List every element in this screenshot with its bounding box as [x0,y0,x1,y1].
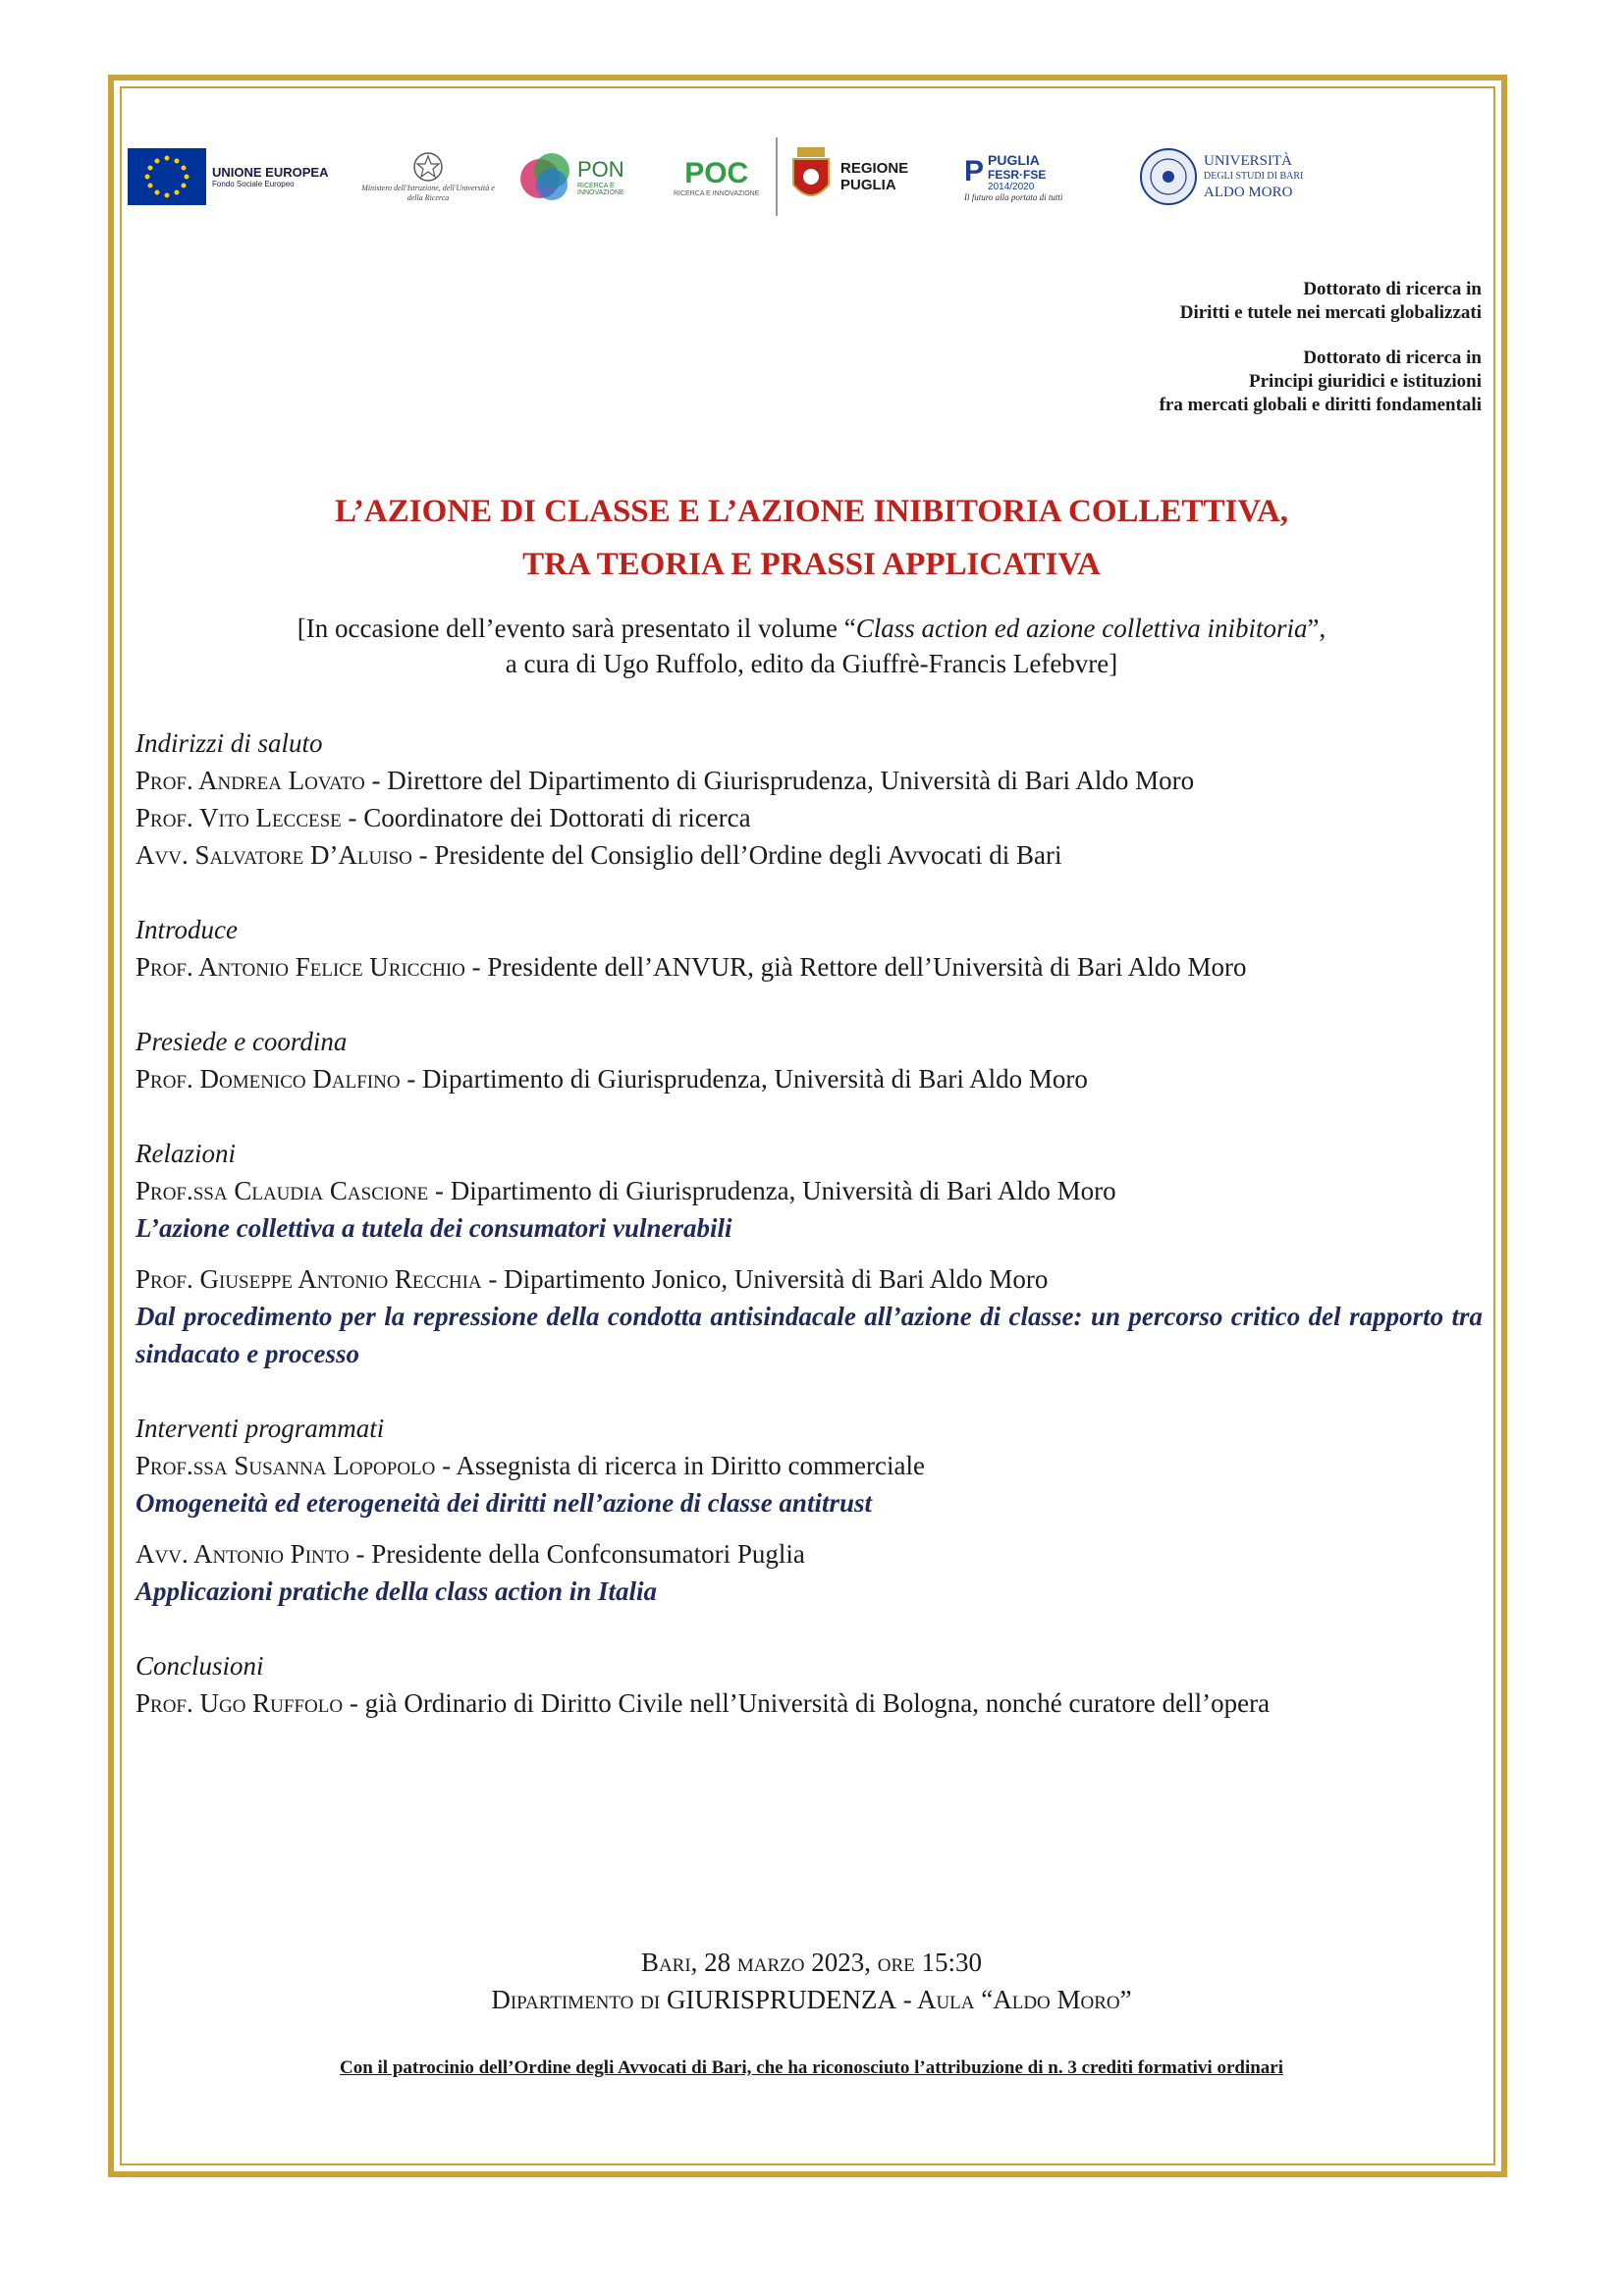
subtitle-after: ”, [1307,614,1326,643]
section-label: Presiede e coordina [135,1027,348,1056]
speaker-line [135,762,1483,799]
poc-logo [674,128,759,226]
venue-prefix: Dipartimento di [491,1985,667,2014]
speaker-line [135,1260,1483,1298]
puglia-subtitle: FESR·FSE [988,167,1047,182]
speaker-name: Avv. Salvatore D’Aluiso [135,840,412,870]
speaker-name: Prof. Andrea Lovato [135,766,365,795]
regione-puglia-logo [776,128,909,226]
speaker-role: - Dipartimento di Giurisprudenza, Università di Bari Aldo Moro [428,1176,1116,1205]
section-label: Interventi programmati [135,1414,385,1443]
republic-emblem-icon [411,150,445,184]
event-title-line2: TRA TEORIA E PRASSI APPLICATIVA [522,547,1101,582]
regione-title: REGIONE PUGLIA [840,160,909,193]
subtitle-before: [In occasione dell’evento sarà presentato il volume “ [297,614,856,643]
event-title [137,485,1486,591]
speaker-role: - Dipartimento Jonico, Università di Bari Aldo Moro [481,1264,1049,1294]
speaker-name: Prof.ssa Claudia Cascione [135,1176,429,1205]
doctorate-1-line1: Dottorato di ricerca in [1303,279,1482,299]
ministry-logo [359,128,497,226]
speaker-line [135,1447,1483,1484]
ministry-text: Ministero dell'Istruzione, dell'Università e della Ricerca [361,184,495,202]
section-label: Introduce [135,915,238,944]
speaker-name: Prof.ssa Susanna Lopopolo [135,1451,436,1480]
event-venue [137,1981,1486,2018]
venue-suffix: - Aula “Aldo Moro” [895,1985,1132,2014]
pon-subtitle: RICERCA E INNOVAZIONE [577,183,624,196]
section-presiede [135,1023,1483,1097]
section-introduce [135,911,1483,986]
eu-logo [128,128,328,226]
eu-subtitle: Fondo Sociale Europeo [212,180,295,188]
doctorate-2-line1: Dottorato di ricerca in [1303,347,1482,368]
eu-flag-icon [128,148,206,205]
puglia-years: 2014/2020 [988,181,1035,192]
pon-mark-icon [518,149,573,204]
speaker-role: - già Ordinario di Diritto Civile nell’Università di Bologna, nonché curatore dell’opera [343,1688,1271,1718]
speaker-name: Avv. Antonio Pinto [135,1539,350,1569]
pon-title: PON [577,157,624,182]
doctorate-2-line3: fra mercati globali e diritti fondamentali [1159,395,1482,415]
speaker-name: Prof. Antonio Felice Uricchio [135,952,465,982]
pon-logo [518,128,636,226]
program [135,724,1483,1759]
section-label: Indirizzi di saluto [135,728,323,758]
doctorate-1 [1160,278,1482,325]
speaker-line [135,1172,1483,1209]
speaker-role: - Presidente della Confconsumatori Puglia [349,1539,805,1569]
speaker-line [135,1684,1483,1722]
puglia-coat-of-arms-icon [789,145,833,208]
poc-subtitle: RICERCA E INNOVAZIONE [674,189,760,197]
speaker-line [135,836,1483,874]
book-presentation [137,611,1486,681]
book-title: Class action ed azione collettiva inibitoria [855,614,1308,643]
event-date: Bari, 28 marzo 2023, ore 15:30 [640,1948,983,1977]
speaker-line [135,799,1483,836]
speaker-role: - Dipartimento di Giurisprudenza, Università di Bari Aldo Moro [400,1064,1088,1094]
uniba-logo [1139,128,1303,226]
speaker-role: - Coordinatore dei Dottorati di ricerca [341,803,751,832]
doctorates [1160,278,1482,439]
puglia-tagline: Il futuro alla portata di tutti [964,191,1063,202]
poc-title: POC [684,156,749,189]
speaker-name: Prof. Domenico Dalfino [135,1064,401,1094]
doctorate-1-line2: Diritti e tutele nei mercati globalizzati [1179,302,1482,323]
patronage-note: Con il patrocinio dell’Ordine degli Avvocati di Bari, che ha riconosciuto l’attribuzione di n. 3 crediti formativi ordinari [339,2057,1284,2078]
speaker-name: Prof. Vito Leccese [135,803,342,832]
speaker-role: - Assegnista di ricerca in Diritto commerciale [435,1451,925,1480]
logo-bar [128,128,1492,236]
talk-title: Dal procedimento per la repressione della condotta antisindacale all’azione di classe: un percorso critico del rapporto tra sindacato e processo [135,1302,1483,1368]
doctorate-2 [1160,347,1482,417]
p-mark-icon: P [964,155,985,187]
section-interventi [135,1410,1483,1610]
uniba-title: UNIVERSITÀ [1204,153,1292,169]
talk-title: Omogeneità ed eterogeneità dei diritti nell’azione di classe antitrust [135,1488,872,1518]
speaker-name: Prof. Giuseppe Antonio Recchia [135,1264,482,1294]
event-title-line1: L’AZIONE DI CLASSE E L’AZIONE INIBITORIA COLLETTIVA, [334,494,1289,529]
venue-main: GIURISPRUDENZA [666,1985,896,2014]
doctorate-2-line2: Principi giuridici e istituzioni [1249,371,1482,392]
eu-title: UNIONE EUROPEA [212,165,329,180]
uniba-subtitle: DEGLI STUDI DI BARI [1204,171,1304,182]
logo-divider [776,137,778,216]
puglia-fesr-logo [964,128,1062,226]
talk-title: L’azione collettiva a tutela dei consumatori vulnerabili [135,1213,732,1243]
speaker-line [135,948,1483,986]
event-details [137,1944,1486,2018]
uniba-seal-icon [1139,147,1198,206]
section-label: Conclusioni [135,1651,264,1681]
talk-title: Applicazioni pratiche della class action in Italia [135,1576,658,1606]
speaker-role: - Presidente dell’ANVUR, già Rettore dell’Università di Bari Aldo Moro [464,952,1247,982]
speaker-line [135,1535,1483,1573]
section-conclusioni [135,1647,1483,1722]
speaker-role: - Presidente del Consiglio dell’Ordine degli Avvocati di Bari [411,840,1062,870]
uniba-name: ALDO MORO [1204,185,1293,200]
speaker-name: Prof. Ugo Ruffolo [135,1688,344,1718]
section-saluti [135,724,1483,874]
speaker-role: - Direttore del Dipartimento di Giurisprudenza, Università di Bari Aldo Moro [364,766,1195,795]
section-label: Relazioni [135,1139,236,1168]
speaker-line [135,1060,1483,1097]
section-relazioni [135,1135,1483,1372]
subtitle-line2: a cura di Ugo Ruffolo, edito da Giuffrè-Francis Lefebvre] [505,649,1118,678]
puglia-title: PUGLIA [988,151,1040,168]
